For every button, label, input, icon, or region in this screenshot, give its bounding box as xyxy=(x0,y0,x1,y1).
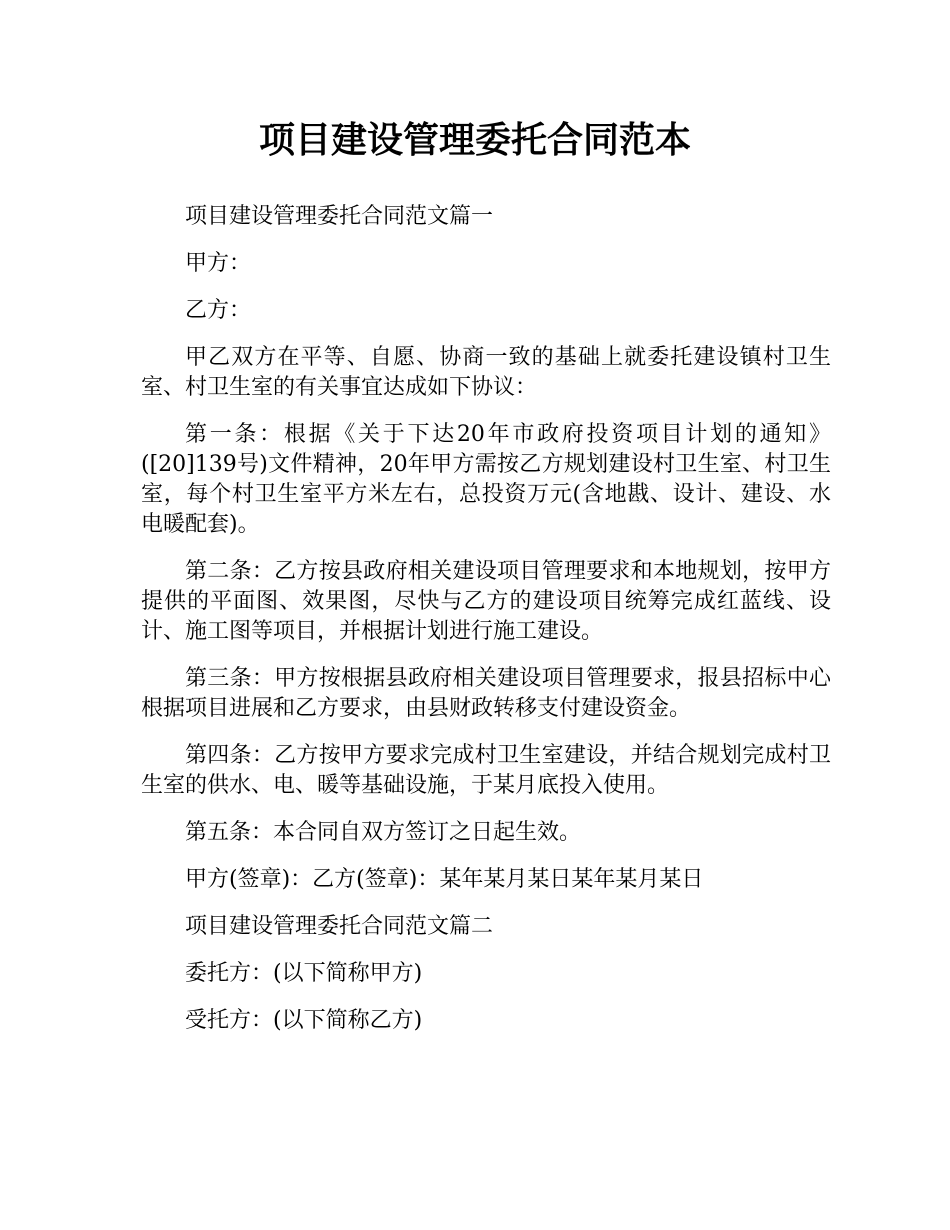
contractor-line: 受托方：(以下简称乙方) xyxy=(185,1008,423,1033)
document-title: 项目建设管理委托合同范本 xyxy=(258,120,691,161)
agreement-intro: 甲乙双方在平等、自愿、协商一致的基础上就委托建设镇村卫生室、村卫生室的有关事宜达成如下协议： xyxy=(141,345,831,400)
clause-5: 第五条：本合同自双方签订之日起生效。 xyxy=(185,820,582,845)
clause-2: 第二条：乙方按县政府相关建设项目管理要求和本地规划，按甲方提供的平面图、效果图，尽快与乙方的建设项目统筹完成红蓝线、设计、施工图等项目，并根据计划进行施工建设。 xyxy=(141,559,831,644)
section-heading-2: 项目建设管理委托合同范文篇二 xyxy=(185,914,494,939)
party-b-line: 乙方： xyxy=(185,298,252,323)
signature-line: 甲方(签章)：乙方(签章)：某年某月某日某年某月某日 xyxy=(185,867,704,892)
client-line: 委托方：(以下简称甲方) xyxy=(185,961,423,986)
clause-1: 第一条：根据《关于下达20年市政府投资项目计划的通知》([20]139号)文件精神，20年甲方需按乙方规划建设村卫生室、村卫生室，每个村卫生室平方米左右，总投资万元(含地戡、设计、建设、水电暖配套)。 xyxy=(141,422,831,537)
party-a-line: 甲方： xyxy=(185,251,252,276)
section-heading-1: 项目建设管理委托合同范文篇一 xyxy=(185,204,494,229)
clause-4: 第四条：乙方按甲方要求完成村卫生室建设，并结合规划完成村卫生室的供水、电、暖等基础设施，于某月底投入使用。 xyxy=(141,743,831,798)
clause-3: 第三条：甲方按根据县政府相关建设项目管理要求，报县招标中心根据项目进展和乙方要求，由县财政转移支付建设资金。 xyxy=(141,666,831,721)
document-body xyxy=(141,202,831,1053)
